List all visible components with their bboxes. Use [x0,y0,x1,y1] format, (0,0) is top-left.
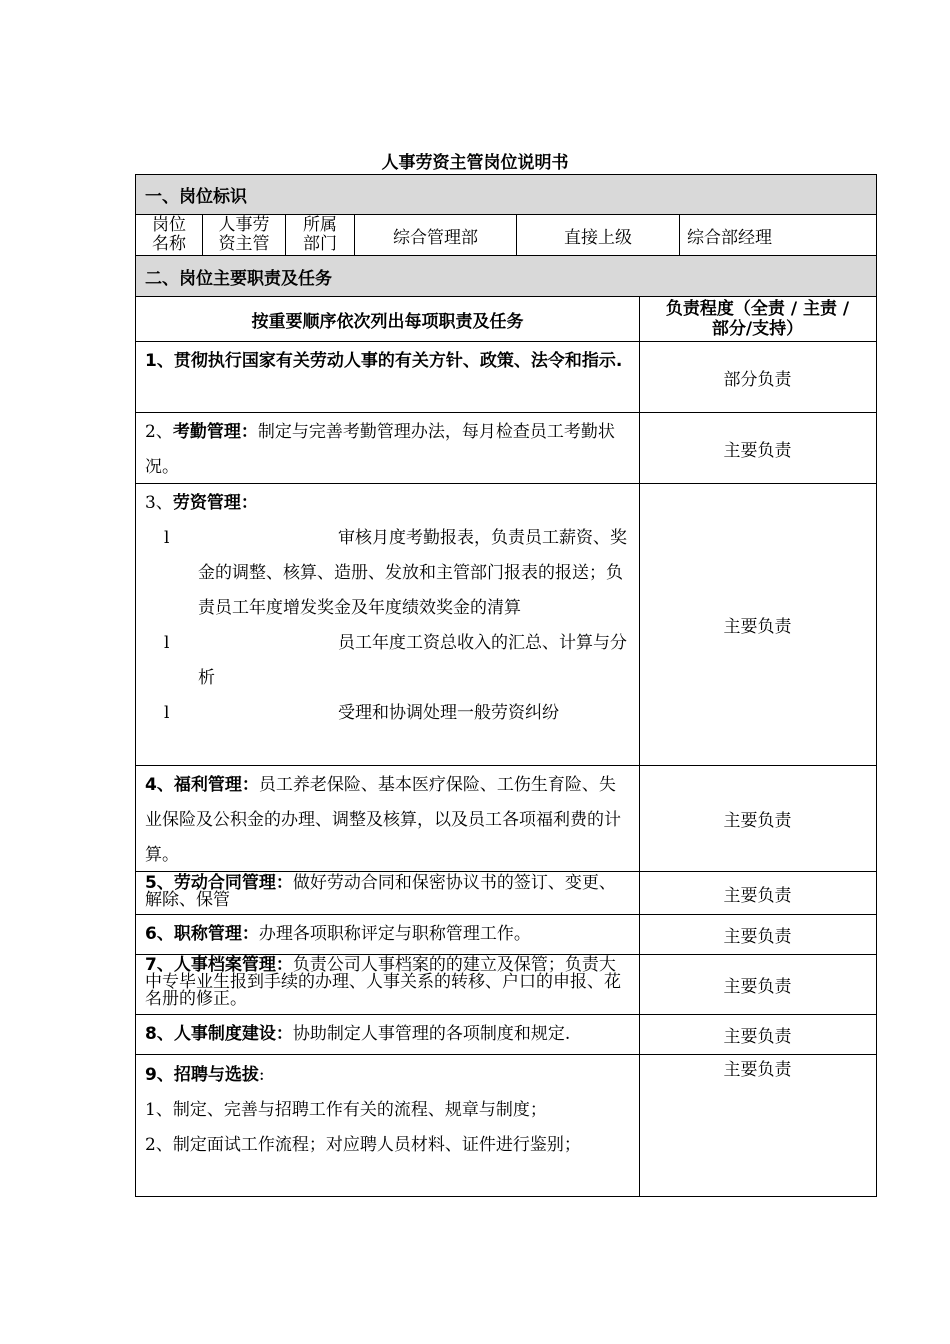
header-responsibility: 负责程度（全责 / 主责 / 部分/支持） [665,299,850,339]
bullet-item: l 审核月度考勤报表，负责员工薪资、奖金的调整、核算、造册、发放和主管部门报表的报送；负责员工年度增发奖金及年度绩效奖金的清算 [164,528,627,618]
duty-text: 协助制定人事管理的各项制度和规定. [292,1024,571,1044]
duty-level: 主要负责 [723,1027,792,1047]
bullet-item: l 受理和协调处理一般劳资纠纷 [164,703,559,723]
duty-level: 主要负责 [723,977,792,997]
job-description-table [135,174,877,1197]
section-header-identification: 一、岗位标识 [135,174,877,215]
duty-row: 5、劳动合同管理：做好劳动合同和保密协议书的签订、变更、解除、保管 主要负责 [135,872,877,915]
duty-level: 主要负责 [723,885,792,906]
list-item: 1、制定、完善与招聘工作有关的流程、规章与制度； [145,1100,547,1120]
duty-row [135,342,877,413]
duty-level: 部分负责 [723,369,792,390]
duty-text: 办理各项职称评定与职称管理工作。 [258,924,531,944]
duty-text: 1、贯彻执行国家有关劳动人事的有关方针、政策、法令和指示. [145,351,623,371]
duty-text: 制定与完善考勤管理办法，每月检查员工考勤状况。 [145,422,615,477]
bullet-item: l 员工年度工资总收入的汇总、计算与分析 [164,633,627,688]
duty-text: 员工养老保险、基本医疗保险、工伤生育险、失业保险及公积金的办理、调整及核算，以及员工各项福利费的计算。 [145,775,621,865]
label-direct-superior: 直接上级 [564,227,632,248]
duty-title: 考勤管理： [172,422,258,442]
value-department: 综合管理部 [393,227,478,248]
duty-level: 主要负责 [723,1060,792,1080]
duty-title: 劳动合同管理： [173,873,293,893]
duty-row: 6、职称管理：办理各项职称评定与职称管理工作。 主要负责 [135,915,877,955]
duty-level: 主要负责 [723,927,792,947]
duty-title: 招聘与选拔 [173,1065,259,1085]
duty-row: 3、劳资管理： l 审核月度考勤报表，负责员工薪资、奖金的调整、核算、造册、发放和主管部门报表的报送；负责员工年度增发奖金及年度绩效奖金的清算 l 员工年度工资总收入的汇总、计算与分析 l 受理和协调处理一般劳资纠纷 主要负责 [135,484,877,766]
list-item: 2、制定面试工作流程；对应聘人员材料、证件进行鉴别； [145,1135,581,1155]
header-duties: 按重要顺序依次列出每项职责及任务 [251,311,524,332]
duty-row: 8、人事制度建设：协助制定人事管理的各项制度和规定. 主要负责 [135,1015,877,1055]
label-position-name: 岗位 名称 [152,215,186,254]
duty-title: 劳资管理： [172,493,258,513]
duty-title: 人事档案管理： [173,955,293,975]
duty-row: 4、福利管理：员工养老保险、基本医疗保险、工伤生育险、失业保险及公积金的办理、调整及核算，以及员工各项福利费的计算。 主要负责 [135,766,877,872]
value-direct-superior: 综合部经理 [687,227,772,248]
page-title: 人事劳资主管岗位说明书 [381,153,569,173]
duty-title: 福利管理： [173,775,259,795]
identification-row [135,215,877,256]
duty-row: 9、招聘与选拔: 1、制定、完善与招聘工作有关的流程、规章与制度； 2、制定面试工作流程；对应聘人员材料、证件进行鉴别； 主要负责 [135,1055,877,1197]
duties-column-header [135,297,877,342]
section-header-duties: 二、岗位主要职责及任务 [135,256,877,297]
duty-level: 主要负责 [723,617,792,637]
value-position-name: 人事劳 资主管 [218,215,270,254]
duty-text: 做好劳动合同和保密协议书的签订、变更、解除、保管 [145,873,616,910]
duty-row: 7、人事档案管理：负责公司人事档案的的建立及保管；负责大中专毕业生报到手续的办理、人事关系的转移、户口的申报、花名册的修正。 主要负责 [135,955,877,1015]
duty-title: 职称管理： [173,924,259,944]
duty-title: 人事制度建设： [173,1024,293,1044]
label-department: 所属 部门 [303,215,337,254]
duty-level: 主要负责 [723,440,792,461]
duty-row: 2、考勤管理：制定与完善考勤管理办法，每月检查员工考勤状况。 主要负责 [135,413,877,484]
duty-text: 负责公司人事档案的的建立及保管；负责大中专毕业生报到手续的办理、人事关系的转移、户口的申报、花名册的修正。 [145,955,621,1009]
duty-level: 主要负责 [723,811,792,831]
